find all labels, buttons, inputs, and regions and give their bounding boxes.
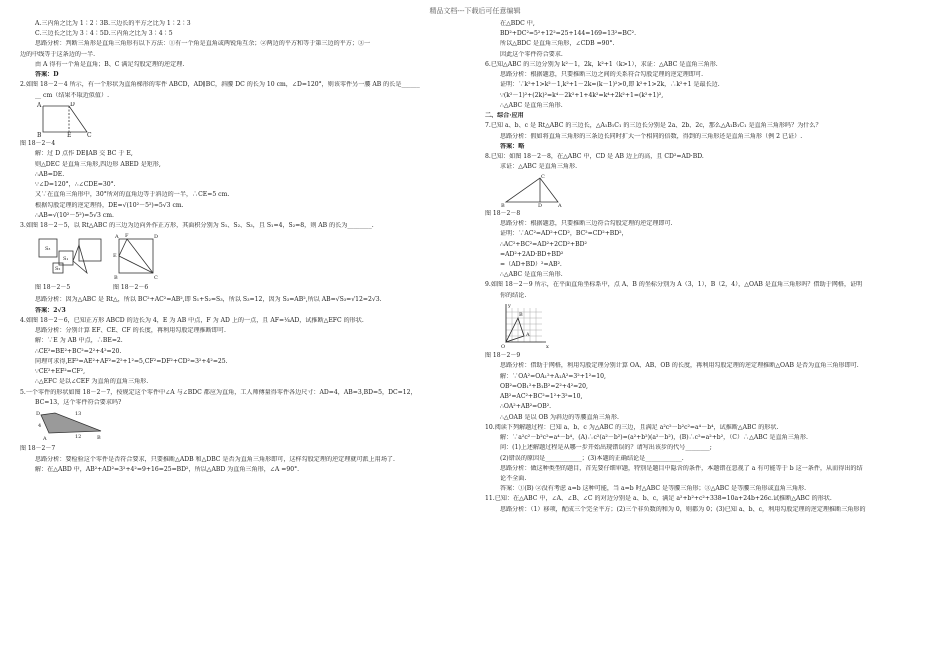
svg-text:A: A [115,233,119,240]
analysis-line: 思路分析：要检验这个零件是否符合要求，只要推断△ADB 和△DBC 是否为直角三角形即可，这样勾股定理的逆定理就可派上用场了. [35,455,395,463]
question-5: 5.一个零件的形状如图 18－2－7，按规定这个零件中∠A 与∠BDC 都应为直角，工人师傅量得零件各边尺寸：AD=4，AB=3,BD=5，DC=12， [20,388,417,396]
svg-text:y: y [508,303,511,310]
solution-line: 解：过 D 点作 DE∥AB 交 BC 于 E, [35,150,133,158]
right-column [485,20,920,516]
proof-line: 证明：∵k²+1>k²－1,k²+1－2k=(k－1)²>0,即 k²+1>2k，∴k²+1 是最长边. [500,81,720,89]
analysis-line: 边的中线等于这条边的一半. [20,50,96,58]
question-2: 2.如图 18－2－4 所示，有一个形状为直角梯形的零件 ABCD，AD∥BC，斜腰 DC 的长为 10 cm，∠D=120°，则该零件另一腰 AB 的长是______ [20,81,420,89]
solution-line: ∴△OAB 是以 OB 为斜边的等腰直角三角形. [500,413,619,421]
question-9: 9.如图 18－2－9 所示，在平面直角坐标系中，点 A、B 的坐标分别为 A（3，1），B（2，4），△OAB 是直角三角形吗？借助于网格，证明 [485,281,863,289]
solution-line: 解：在△ABD 中，AB²+AD²=3²+4²=9+16=25=BD²，所以△ABD 为直角三角形，∠A =90°. [35,465,300,473]
svg-text:D: D [154,233,159,240]
svg-text:12: 12 [75,434,82,441]
svg-text:E: E [67,132,72,139]
proof-line: =AD²+2AD·BD+BD² [500,250,564,258]
svg-text:C: C [154,274,158,281]
question-2-cont: __ cm（结果不取近似值）. [35,91,110,99]
analysis-line: 论不全面. [500,475,527,482]
solution-line: ∴OA²+AB²=OB². [500,403,552,411]
section-heading: 二、综合·应用 [485,112,524,120]
svg-text:S₃: S₃ [45,245,51,252]
solution-line: ∵∠D=120°，∴∠CDE=30°. [35,181,116,189]
analysis-line: 思路分析：（1）移项，配成三个完全平方；(2)三个非负数的和为 0，则都为 0；(3)已知 a、b、c，利用勾股定理的逆定理推断三角形的 [500,505,866,513]
question-11: 11.已知：在△ABC 中，∠A、∠B、∠C 的对边分别是 a、b、c，满足 a²+b²+c²+338=10a+24b+26c.试推断△ABC 的形状. [485,495,832,503]
question-5-cont: BC=13，这个零件符合要求吗? [35,398,122,406]
analysis-line: 思路分析：做这种类型的题目，首先要仔细审题，特别是题目中隐含的条件，本题错在忽视了 a 有可能等于 b 这一条件，从而得出的结 [500,464,863,472]
svg-text:A: A [43,436,47,443]
figure-18-2-5 [35,233,105,295]
square-abcd-figure [113,233,161,281]
solution-line: 在△BDC 中, [500,20,535,27]
solution-line: 解：∵E 为 AB 中点，∴BE=2. [35,337,123,345]
svg-text:D: D [36,411,41,418]
analysis-line: 思路分析：假如将直角三角形的三条边长同时扩大一个相同的倍数，得到的三角形还是直角三角形（例 2 已证）. [500,132,803,140]
proof-line: ∴△ABC 是直角三角形. [500,101,563,109]
analysis-line: 思路分析：根据题意，只要推断三边之间的关系符合勾股定理的逆定理即可. [500,71,704,79]
left-column [20,20,455,476]
svg-text:D: D [538,202,543,208]
solution-line: 解：∵a²c²－b²c²=a⁴－b⁴，(A)∴c²(a²－b²)=(a²+b²)(a²－b²)，(B)∴c²=a²+b²，（C）∴△ABC 是直角三角形. [500,434,808,442]
page-header: 精品文档---下载后可任意编辑 [429,7,521,15]
svg-text:B: B [501,202,505,208]
svg-text:E: E [113,252,117,259]
solution-line: AB²=AC²+BC²=1²+3²=10, [500,393,583,401]
answer-line: 答案：2√3 [35,306,66,314]
solution-line: 所以△BDC 是直角三角形，∠CDB =90°. [500,40,615,48]
svg-text:F: F [125,232,129,239]
proof-line: ∴△ABC 是直角三角形. [500,271,563,279]
trapezoid-figure [35,102,95,138]
solution-line: 解：∵OA²=OA₁²+A₁A²=3²+1²=10, [500,372,606,380]
grid-figure [500,302,550,350]
solution-line: ∴CE²=BE²+BC²=2²+4²=20. [35,347,122,355]
solution-line: OB²=OB₁²+B₁B²=2²+4²=20, [500,382,588,390]
solution-line: 根据勾股定理的逆定理得，DE=√(10²－5²)=5√3 cm. [35,201,184,209]
figure-caption: 图 18－2－6 [113,284,149,292]
svg-text:B: B [97,435,101,442]
proof-line: 证明：∵AC²=AD²+CD²，BC²=CD²+BD²， [500,230,628,238]
proof-line: =（AD+BD）²=AB². [500,260,562,268]
solution-line: 又∵在直角三角形中，30°所对的直角边等于斜边的一半，∴CE=5 cm. [35,191,230,199]
solution-line: ∴△EFC 是以∠CEF 为直角的直角三角形. [35,378,149,386]
answer-line: 答案：D [35,71,59,79]
question-10: 10.阅读下列解题过程：已知 a、b、c 为△ABC 的三边，且满足 a²c²－b²c²=a⁴－b⁴，试推断△ABC 的形状. [485,423,779,431]
svg-text:B: B [37,132,42,139]
question-8-cont: 求证：△ABC 是直角三角形. [500,163,578,171]
svg-text:13: 13 [75,411,82,418]
text-line: 由 A 得有一个角是直角；B、C 满足勾股定理的逆定理. [35,60,185,68]
triangle-figure [500,174,564,208]
option-line: C.三边长之比为 3∶4∶5D.三内角之比为 3∶4∶5 [35,30,173,38]
analysis-line: 思路分析：分别计算 EF、CE、CF 的长度，再利用勾股定理推断即可. [35,327,226,335]
solution-line: ∵CE²+EF²=CF², [35,368,86,376]
question-6: 6.已知△ABC 的三边分别为 k²－1，2k，k²+1（k>1），求证：△ABC 是直角三角形. [485,60,718,68]
proof-line: ∵(k²－1)²+(2k)²=k⁴－2k²+1+4k²=k⁴+2k²+1=(k²+1)², [500,91,664,99]
answer-line: 答案：略 [500,142,525,150]
analysis-line: 思路分析：根据题意，只要推断三边符合勾股定理的逆定理即可. [500,220,673,228]
svg-text:A: A [526,332,530,339]
question-line: 问：(1)上述解题过程是从哪一步开始出现错误的？请写出该步的代号________; [500,444,712,452]
figure-caption: 图 18－2－8 [485,209,521,217]
question-3: 3.如图 18－2－5，以 Rt△ABC 的三边为边向外作正方形，其面积分别为 S₁、S₂、S₃，且 S₁=4，S₂=8，则 AB 的长为________. [20,222,374,230]
solution-line: ∴AB=√(10²－5²)=5√3 cm. [35,211,114,219]
figure-caption: 图 18－2－9 [485,352,521,360]
proof-line: ∴AC²+BC²=AD²+2CD²+BD² [500,240,587,248]
svg-text:B: B [519,312,523,319]
question-4: 4.如图 18－2－6，已知正方形 ABCD 的边长为 4，E 为 AB 中点，F 为 AD 上的一点，且 AF=¼AD，试推断△EFC 的形状. [20,316,364,324]
svg-text:B: B [114,274,118,281]
analysis-line: 思路分析：因为△ABC 是 Rt△，所以 BC²+AC²=AB²,即 S₁+S₂=S₃，所以 S₃=12，因为 S₃=AB²,所以 AB=√S₃=√12=2√3. [35,296,382,304]
figure-caption: 图 18－2－4 [20,140,56,148]
svg-text:S₁: S₁ [63,255,69,262]
question-9-cont: 你的结论. [500,291,527,299]
option-line: A.三内角之比为 1∶2∶3B.三边长的平方之比为 1∶2∶3 [35,20,191,27]
squares-figure [35,233,105,281]
question-8: 8.已知：如图 18－2－8，在△ABC 中，CD 是 AB 边上的高，且 CD²=AD·BD. [485,153,704,161]
question-line: (2)错误的原因是____________；(3)本题的正确结论是____________. [500,454,684,462]
svg-text:C: C [87,132,92,139]
svg-text:O: O [501,344,506,351]
svg-text:A: A [558,202,562,208]
svg-text:4: 4 [38,423,42,430]
svg-text:D: D [70,102,75,109]
answer-line: 答案：①(B) ②没有考虑 a=b 这种可能，当 a=b 时△ABC 是等腰三角形；③△ABC 是等腰三角形或直角三角形. [500,485,807,493]
solution-line: ∴AB=DE. [35,170,65,178]
solution-line: 则△DEC 是直角三角形,四边形 ABED 是矩形, [35,160,161,168]
svg-text:x: x [546,344,549,351]
figure-caption: 图 18－2－7 [20,445,56,453]
figure-18-2-6 [113,233,161,295]
svg-text:S₂: S₂ [55,265,61,272]
svg-text:C: C [541,173,545,180]
question-7: 7.已知 a、b、c 是 Rt△ABC 的三边长，△A₁B₁C₁ 的三边长分别是 2a、2b、2c，那么△A₁B₁C₁ 是直角三角形吗？为什么？ [485,122,822,130]
solution-line: 因此这个零件符合要求. [500,50,563,58]
analysis-line: 思路分析：判断三角形是直角三角形有以下方法：①有一个角是直角或两锐角互余；②两边的平方和等于第三边的平方；③一 [35,40,371,48]
solution-line: 同理可求得,EF²=AE²+AF²=2²+1²=5,CF²=DF²+CD²=3²+4²=25. [35,357,228,365]
svg-text:A: A [37,102,42,110]
analysis-line: 思路分析：借助于网格，利用勾股定理分别计算 OA、AB、OB 的长度，再利用勾股定理的逆定理推断△OAB 是否为直角三角形即可. [500,362,859,370]
figure-caption: 图 18－2－5 [35,284,71,292]
part-figure [35,409,105,443]
solution-line: BD²+DC²=5²+12²=25+144=169=13²=BC². [500,30,637,38]
figures-5-6 [35,233,455,295]
